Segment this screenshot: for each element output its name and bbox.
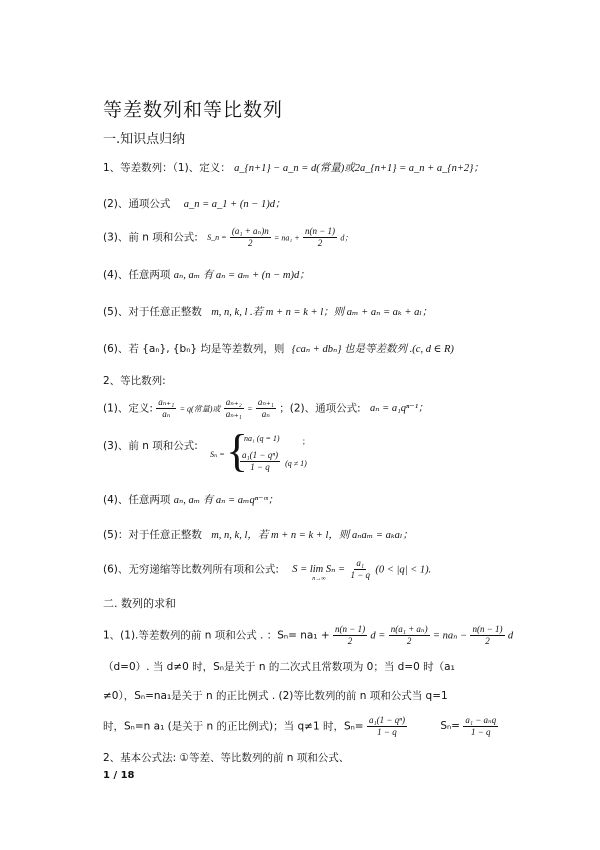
gp-l1-eq: = [247,404,253,414]
gp-l6-cond: (0 < |q| < 1). [375,564,432,576]
sum-p1-f1: $\frac{n(n - 1)}{2}$ [335,624,366,646]
ap-l6-label: (6)、若 {aₙ}, {bₙ} 均是等差数列，则 [103,343,285,355]
gp-l1-frac2: $\frac{\text{aₙ₊₂}}{\text{aₙ₊₁}}$ [225,397,242,419]
ap-linear-combo-line [103,341,454,356]
section-heading-1: 一.知识点归纳 [103,132,186,147]
sum-p2: （d=0）. 当 d≠0 时，Sₙ是关于 n 的二次式且常数项为 0；当 d=0 时（a₁ [103,661,455,673]
gp-index-property-line [103,527,413,542]
gp-brace: { [226,425,249,476]
gp-l3-case1: na₁ (q = 1) [244,434,280,443]
gp-l1-frac1: $\frac{\text{aₙ₊₁}}{\text{aₙ}}$ [158,397,175,419]
gp-l6-frac: $\frac{\text{a₁}}{1 - q}$ [350,558,371,580]
sum-p1-d: d [507,630,514,642]
sum-p4-a: 时，Sₙ=n a₁ (是关于 n 的正比例式)；当 q≠1 时，Sₙ= [103,720,364,733]
gp-l3-tail: ； [302,437,310,446]
ap-l3-frac2: $\frac{n(n - 1)}{2}$ [304,226,336,248]
gp-l1-mid: = q(常量)或 [179,404,221,414]
ap-sum-line [103,226,352,249]
gp-infinite-sum-line [103,558,431,581]
gp-definition-line [103,397,428,420]
ap-l2-label: (2)、通项公式 [103,198,171,210]
gp-l1-formula2: aₙ = a₁qⁿ⁻¹； [369,403,429,415]
gp-sum-formula [210,425,360,490]
sum-p4-f1: $\frac{\text{a₁(1 − qⁿ)}}{1 - q}$ [368,715,405,737]
gp-l1-label: (1)、定义: [103,402,153,415]
ap-l3-tail: d； [340,233,353,243]
ap-l6-formula: {caₙ + dbₙ} 也是等差数列 .(c, d ∈ R) [291,344,454,355]
ap-l4-formula: aₙ, aₘ 有 aₙ = aₘ + (n − m)d； [173,270,310,281]
gp-l4-formula: aₙ, aₘ 有 aₙ = aₘqⁿ⁻ᵐ； [173,495,279,506]
sum-ap-line [103,624,513,647]
ap-definition-line [103,160,484,175]
sum-p1-b: d = [370,630,386,642]
section-heading-2: 二. 数列的求和 [103,597,176,610]
ap-l3-label: (3)、前 n 项和公式: [103,231,198,244]
ap-l5-label: (5)、对于任意正整数 [103,306,202,318]
ap-l3-sn: S_n = [207,233,227,243]
ap-two-terms-line [103,267,310,282]
page-number: 1 / 18 [103,770,135,781]
sum-gp-line [103,715,498,738]
gp-sum-label: (3)、前 n 项和公式: [103,440,198,452]
ap-general-term-line [103,196,285,211]
gp-l6-lim: S = lim Sₙ = n→∞ [292,564,346,583]
ap-index-property-line [103,304,432,319]
sum-p3: ≠0），Sₙ=na₁是关于 n 的正比例式 . (2)等比数列的前 n 项和公式当 q=1 [103,690,448,702]
sum-p1-f3: $\frac{n(n - 1)}{2}$ [472,624,503,646]
ap-l1-formula: a_{n+1} − a_n = d(常量)或2a_{n+1} = a_n + a_{n+2}； [234,163,484,174]
gp-l4-label: (4)、任意两项 [103,494,171,506]
sum-p1-f2: $\frac{\text{n(a₁ + aₙ)}}{2}$ [390,624,428,646]
gp-l3-sn: Sₙ = [210,450,225,459]
ap-l2-formula: a_n = a_1 + (n − 1)d； [183,199,286,210]
ap-l3-mid: = na₁ + [274,233,300,243]
page-title: 等差数列和等比数列 [103,99,284,121]
gp-l5-label: (5)：对于任意正整数 [103,529,202,541]
ap-l1-label: 1、等差数列：（1)、定义： [103,162,231,174]
gp-l3-case2: $\frac{\text{a₁(1 − qⁿ)}}{1 - q}$ (q ≠ 1) [242,450,307,472]
ap-l3-frac1: $\frac{\text{(a₁ + aₙ)n}}{2}$ [231,226,269,248]
ap-l4-label: (4)、任意两项 [103,269,171,281]
ap-l5-formula: m, n, k, l .若 m + n = k + l；则 aₘ + aₙ = aₖ + aₗ； [211,307,433,318]
sum-p4-f2: $\frac{\text{a₁ − aₙq}}{1 - q}$ [465,715,497,737]
gp-l5-formula: m, n, k, l，若 m + n = k + l，则 aₙaₘ = aₖaₗ； [211,530,413,541]
sum-p5: 2、基本公式法: ①等差、等比数列的前 n 项和公式、 [103,752,350,764]
sum-p4-b: Sₙ= [440,720,460,733]
gp-l1-sep: ；(2)、通项公式: [279,402,361,415]
gp-l6-label: (6)、无穷递缩等比数列所有项和公式: [103,563,279,576]
gp-two-terms-line [103,492,278,507]
gp-header: 2、等比数列: [103,375,166,387]
gp-l1-frac3: $\frac{\text{aₙ₊₁}}{\text{aₙ}}$ [257,397,274,419]
sum-p1-a: 1、(1).等差数列的前 n 项和公式 . ：Sₙ= na₁ + [103,629,330,642]
sum-p1-c: = naₙ − [432,630,468,642]
